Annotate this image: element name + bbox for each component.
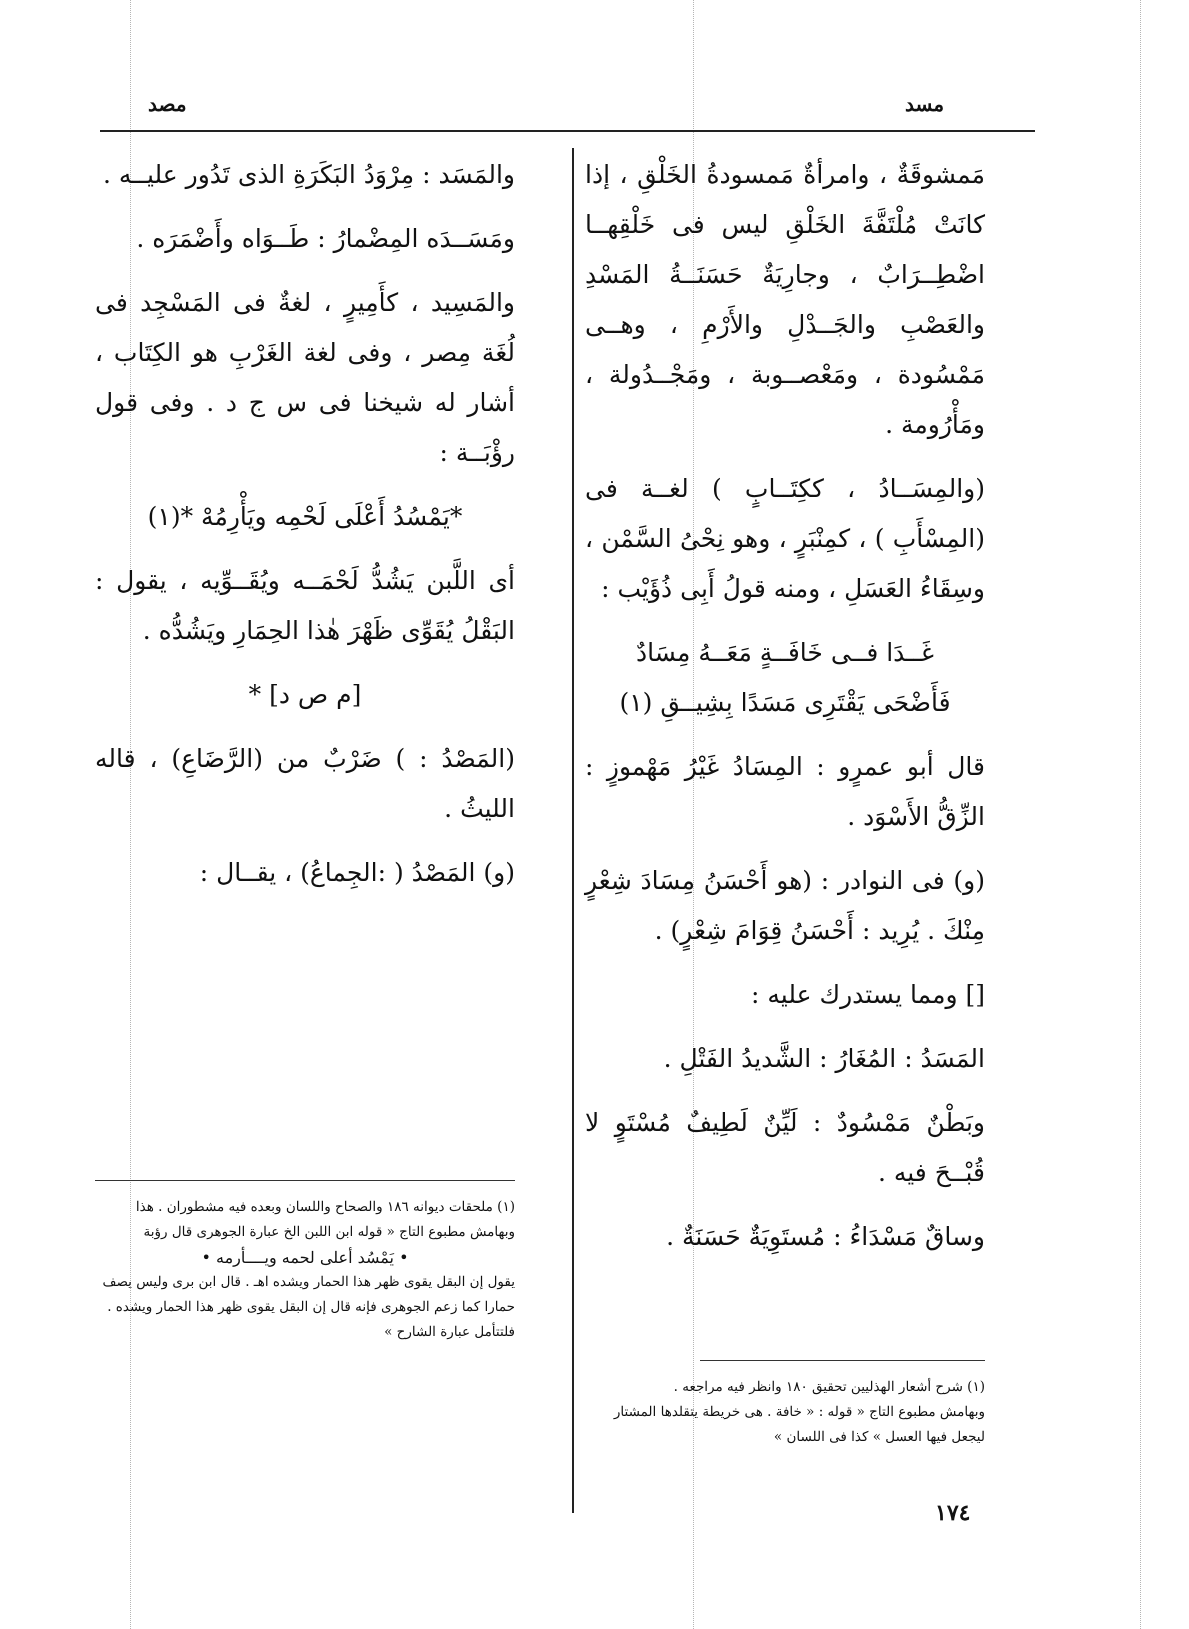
poetry-verse: غَــدَا فــى خَافَــةٍ مَعَــهُ مِسَادٌ <box>635 638 935 667</box>
footnote-text: يقول إن البقل يقوى ظهر هذا الحمار ويشده اهـ . قال ابن برى وليس يصف حمارا كما زعم الجوهرى فإنه قال إن البقل يقوى ظهر هذا الحمار ويشده . فلتتأمل عبارة الشارح » <box>102 1274 515 1340</box>
footnote-text: (١) ملحقات ديوانه ١٨٦ والصحاح واللسان وبعده فيه مشطوران . هذا وبهامش مطبوع التاج « قوله ابن اللبن الخ عبارة الجوهرى قال رؤبة <box>135 1199 515 1240</box>
entry-paragraph: (المَصْدُ : ) ضَرْبٌ من (الرَّضَاعِ) ، قاله الليثُ . <box>95 744 515 823</box>
footnotes-left <box>95 1195 515 1345</box>
entry-paragraph: المَسَدُ : المُغَارُ : الشَّديدُ الفَتْلِ . <box>663 1044 985 1073</box>
right-column <box>585 150 985 1276</box>
entry-paragraph: (و) المَصْدُ ( :الجِماعُ) ، يقــال : <box>199 858 515 887</box>
poetry-verse: *يَمْسُدُ أَعْلَى لَحْمِه ويَأْرِمُهْ *(١) <box>147 502 463 531</box>
footnote-text: وبهامش مطبوع التاج « قوله : « خافة . هى خريطة يتقلدها المشتار ليجعل فيها العسل » كذا فى اللسان » <box>613 1404 985 1445</box>
entry-paragraph: والمَسَد : مِرْوَدُ البَكَرَةِ الذى تَدُور عليــه . <box>103 160 515 189</box>
root-heading: [م ص د] * <box>248 680 362 709</box>
entry-paragraph: أى اللَّبن يَشُدُّ لَحْمَــه ويُقَــوِّيه ، يقول : البَقْلُ يُقَوِّى ظَهْرَ هٰذا الحِمَارِ ويَشُدُّه . <box>95 566 515 645</box>
header-rule <box>100 130 1035 132</box>
entry-paragraph: وبَطْنٌ مَمْسُودٌ : لَيِّنٌ لَطِيفٌ مُسْتَوٍ لا قُبْــحَ فيه . <box>585 1108 985 1187</box>
page-number: ١٧٤ <box>935 1500 971 1526</box>
footnote-rule-left <box>95 1180 515 1181</box>
entry-paragraph: قال أبو عمرٍو : المِسَادُ غَيْرُ مَهْموزٍ : الزِّقُّ الأَسْوَد . <box>585 752 985 831</box>
poetry-verse: فَأَضْحَى يَقْتَرِى مَسَدًا بِشِيــقِ (١) <box>619 688 951 717</box>
entry-paragraph: والمَسِيد ، كأَمِيرٍ ، لغةٌ فى المَسْجِد فى لُغَة مِصر ، وفى لغة الغَرْبِ هو الكِتَاب ، أشار له شيخنا فى س ج د . وفى قول رؤْبَــة : <box>95 288 515 467</box>
footnote-rule-right <box>700 1360 985 1361</box>
entry-paragraph: ومَسَــدَه المِضْمارُ : طَــوَاه وأَضْمَرَه . <box>136 224 515 253</box>
entry-paragraph: (و) فى النوادر : (هو أَحْسَنُ مِسَادَ شِعْرٍ مِنْكَ . يُرِيد : أَحْسَنُ قِوَامَ شِعْرٍ) . <box>585 866 985 945</box>
footnotes-right <box>585 1375 985 1450</box>
entry-paragraph: وساقٌ مَسْدَاءُ : مُستَوِيَةٌ حَسَنَةٌ . <box>666 1222 985 1251</box>
header-root-right: مسد <box>905 92 945 116</box>
supplement-heading: [] ومما يستدرك عليه : <box>751 980 985 1009</box>
entry-paragraph: مَمشوقَةٌ ، وامرأةٌ مَمسودةُ الخَلْقِ ، إذا كانَتْ مُلْتَفَّةَ الخَلْقِ ليس فى خَلْقِهــا اضْطِــرَابٌ ، وجارِيَةٌ حَسَنَــةُ المَسْدِ والعَصْبِ والجَــدْلِ والأَرْمِ ، وهــى مَمْسُودة ، ومَعْصــوبة ، ومَجْــدُولة ، ومَأْرُومة . <box>585 160 985 439</box>
left-column <box>95 150 515 912</box>
footnote-text: (١) شرح أشعار الهذليين تحقيق ١٨٠ وانظر فيه مراجعه . <box>673 1379 985 1395</box>
entry-paragraph: (والمِسَــادُ ، ككِتَــابٍ ) لغــة فى (المِسْأَبِ ) ، كمِنْبَرٍ ، وهو نِحْىُ السَّمْن ، وسِقَاءُ العَسَلِ ، ومنه قولُ أَبِى ذُؤَيْب : <box>585 474 985 603</box>
column-divider <box>572 148 574 1513</box>
scan-margin-line-right <box>1140 0 1141 1629</box>
header-root-left: مصد <box>148 92 187 116</box>
footnote-verse: • يَمْسُد أعلى لحمه ويــــأرمه • <box>201 1248 409 1267</box>
